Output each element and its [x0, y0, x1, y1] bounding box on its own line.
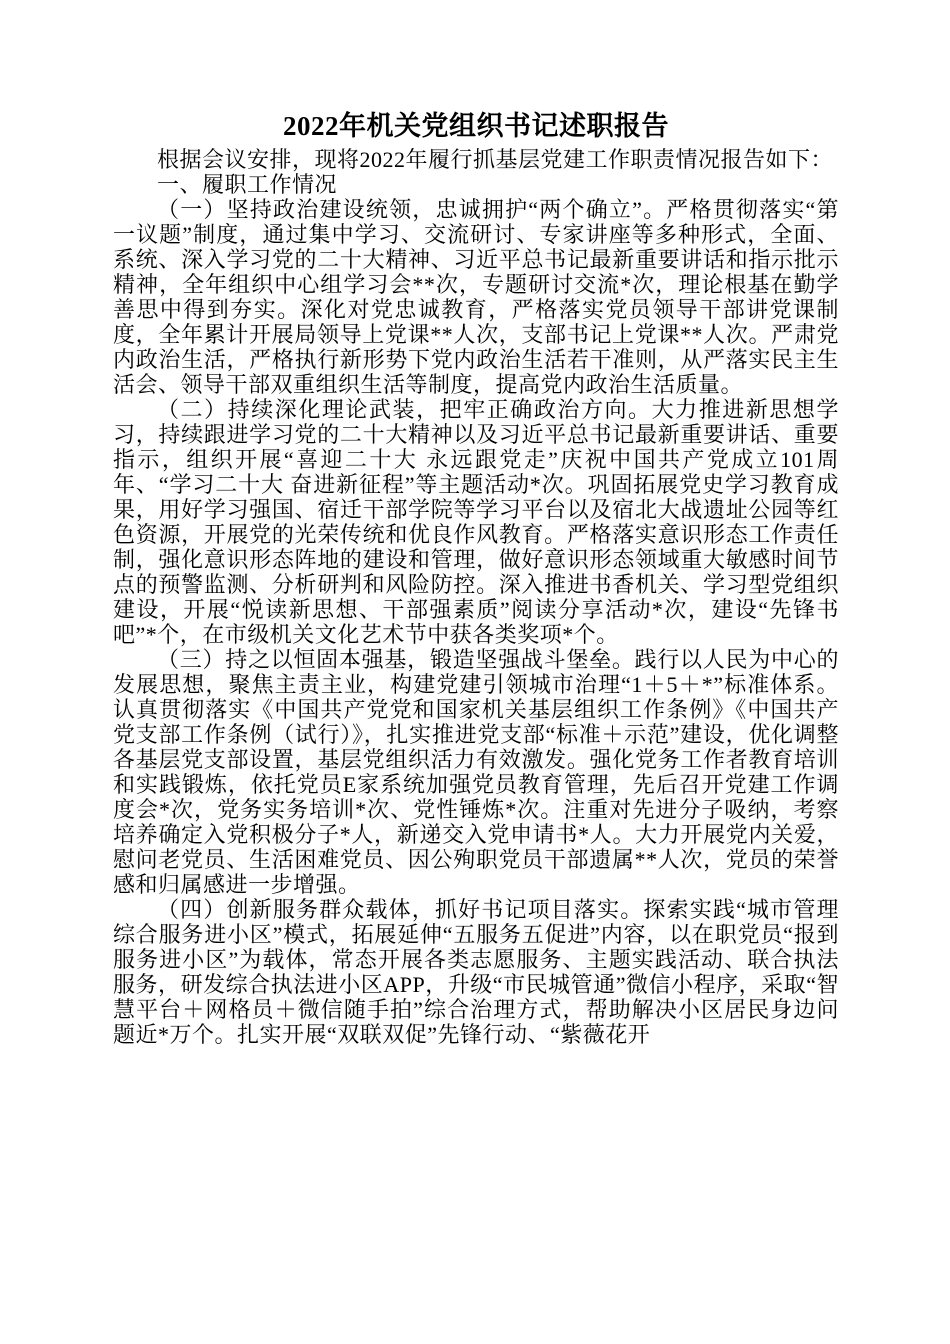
paragraph-intro: 根据会议安排，现将2022年履行抓基层党建工作职责情况报告如下： — [157, 147, 834, 172]
document-title: 2022年机关党组织书记述职报告 — [283, 111, 669, 141]
section-heading-performance: 一、履职工作情况 — [157, 172, 338, 197]
paragraph-point-four: （四）创新服务群众载体，抓好书记项目落实。探索实践“城市管理综合服务进小区”模式，拓展延伸“五服务五促进”内容，以在职党员“报到服务进小区”为载体，常态开展各类志愿服务、主题实践活动、联合执法服务，研发综合执法进小区APP，升级“市民城管通”微信小程序，采取“智慧平台＋网格员＋微信随手拍”综合治理方式，帮助解决小区居民身边问题近*万个。扎实开展“双联双促”先锋行动、“紫薇花开 — [113, 897, 839, 1047]
paragraph-point-three: （三）持之以恒固本强基，锻造坚强战斗堡垒。践行以人民为中心的发展思想，聚焦主责主业，构建党建引领城市治理“1＋5＋*”标准体系。认真贯彻落实《中国共产党党和国家机关基层组织工作条例》《中国共产党支部工作条例（试行）》，扎实推进党支部“标准＋示范”建设，优化调整各基层党支部设置，基层党组织活力有效激发。强化党务工作者教育培训和实践锻炼，依托党员E家系统加强党员教育管理，先后召开党建工作调度会*次，党务实务培训*次、党性锤炼*次。注重对先进分子吸纳，考察培养确定入党积极分子*人，新递交入党申请书*人。大力开展党内关爱，慰问老党员、生活困难党员、因公殉职党员干部遗属**人次，党员的荣誉感和归属感进一步增强。 — [113, 647, 839, 897]
document-content — [113, 110, 839, 1047]
paragraph-point-one: （一）坚持政治建设统领，忠诚拥护“两个确立”。严格贯彻落实“第一议题”制度，通过集中学习、交流研讨、专家讲座等多种形式，全面、系统、深入学习党的二十大精神、习近平总书记最新重要讲话和指示批示精神，全年组织中心组学习会**次，专题研讨交流*次，理论根基在勤学善思中得到夯实。深化对党忠诚教育，严格落实党员领导干部讲党课制度，全年累计开展局领导上党课**人次，支部书记上党课**人次。严肃党内政治生活，严格执行新形势下党内政治生活若干准则，从严落实民主生活会、领导干部双重组织生活等制度，提高党内政治生活质量。 — [113, 197, 839, 397]
paragraph-point-two: （二）持续深化理论武装，把牢正确政治方向。大力推进新思想学习，持续跟进学习党的二十大精神以及习近平总书记最新重要讲话、重要指示，组织开展“喜迎二十大 永远跟党走”庆祝中国共产党成立101周年、“学习二十大 奋进新征程”等主题活动*次。巩固拓展党史学习教育成果，用好学习强国、宿迁干部学院等学习平台以及宿北大战遗址公园等红色资源，开展党的光荣传统和优良作风教育。严格落实意识形态工作责任制，强化意识形态阵地的建设和管理，做好意识形态领域重大敏感时间节点的预警监测、分析研判和风险防控。深入推进书香机关、学习型党组织建设，开展“悦读新思想、干部强素质”阅读分享活动*次，建设“先锋书吧”*个，在市级机关文化艺术节中获各类奖项*个。 — [113, 397, 839, 647]
